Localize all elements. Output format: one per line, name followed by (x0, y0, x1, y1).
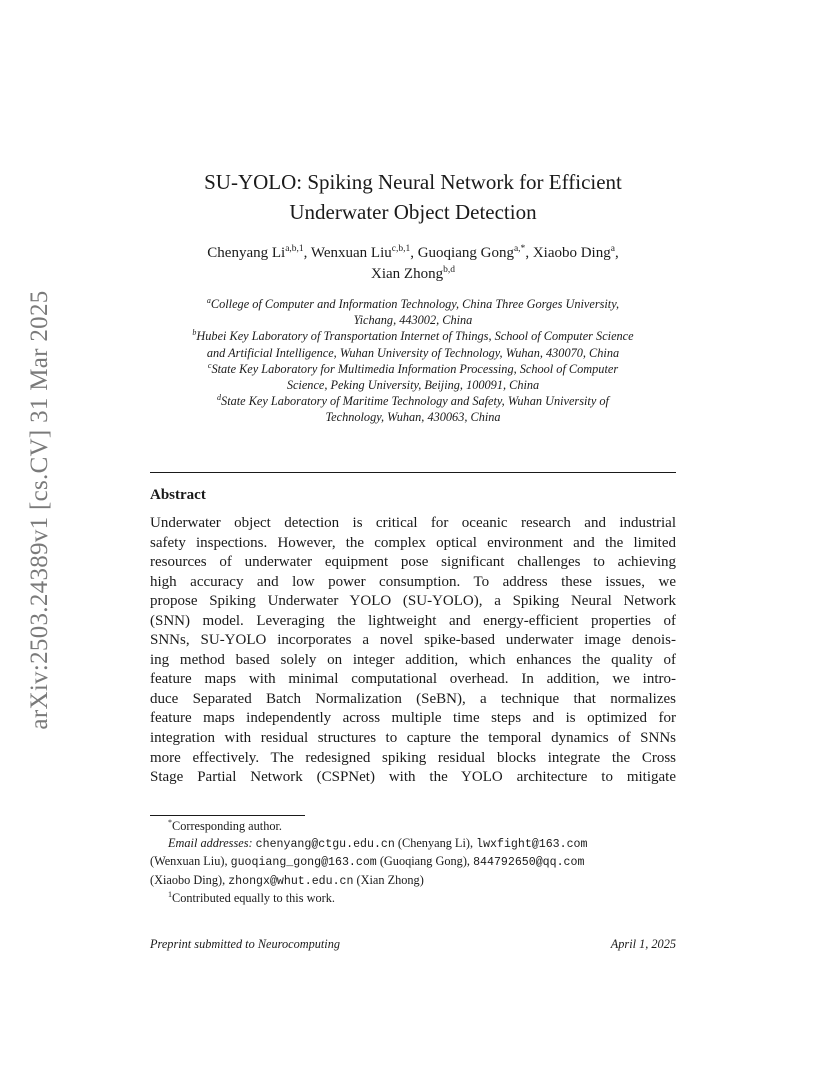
affiliation-list (146, 296, 680, 426)
footnote-emails: Email addresses: chenyang@ctgu.edu.cn (Chenyang Li), lwxfight@163.com (Wenxuan Liu), guoqiang_gong@163.com (Guoqiang Gong), 844792650@qq.com (Xiaobo Ding), zhongx@whut.edu.cn (Xian Zhong) (150, 836, 588, 888)
abstract-line: SNNs, SU-YOLO incorporates a novel spike-based underwater image denois- (150, 632, 676, 649)
author-affil-mark: b,d (443, 265, 455, 275)
affiliation (146, 361, 680, 393)
affiliation-line: Yichang, 443002, China (353, 313, 473, 328)
affiliation (146, 393, 680, 425)
abstract-heading: Abstract (150, 487, 206, 503)
abstract-line: integration with residual structures to capture the temporal dynamics of SNNs (150, 730, 676, 747)
abstract-line: more effectively. The redesigned spiking residual blocks integrate the Cross (150, 749, 676, 766)
abstract-top-rule (150, 472, 676, 473)
email-owner: (Guoqiang Gong) (379, 854, 467, 869)
footnote-corresponding (150, 818, 676, 835)
footer-journal: Preprint submitted to Neurocomputing (150, 937, 341, 951)
abstract-line: resources of underwater equipment pose significant challenges to achieving (150, 554, 676, 571)
arxiv-identifier (20, 290, 60, 730)
affiliation-mark: b (192, 328, 197, 338)
email-address[interactable]: lwxfight@163.com (476, 838, 588, 852)
author-separator: , (525, 245, 533, 261)
email-owner: (Xiaobo Ding) (150, 872, 223, 887)
email-address[interactable]: zhongx@whut.edu.cn (228, 874, 354, 888)
abstract-line: feature maps independently across multiple time steps and is optimized for (150, 710, 676, 727)
abstract-line: (SNN) model. Leveraging the lightweight and energy-efficient properties of (150, 612, 676, 629)
abstract-line: safety inspections. However, the complex optical environment and the limited (150, 534, 676, 551)
affiliation-line: State Key Laboratory of Maritime Technology and Safety, Wuhan University of (221, 394, 609, 409)
author-line-1 (150, 243, 676, 264)
affiliation-line: Hubei Key Laboratory of Transportation Internet of Things, School of Computer Science (196, 329, 634, 344)
author-affil-mark: a (610, 244, 615, 254)
author-affil-mark: c,b,1 (391, 244, 411, 254)
footnote-mark: 1 (168, 889, 172, 899)
footer-date: April 1, 2025 (610, 937, 676, 951)
affiliation-mark: a (206, 296, 211, 305)
footnote-text: Corresponding author. (172, 819, 282, 833)
email-address[interactable]: chenyang@ctgu.edu.cn (255, 838, 395, 852)
abstract-line: ing method based solely on integer addition, which enhances the quality of (150, 651, 676, 668)
abstract-line: feature maps with minimal computational overhead. In addition, we intro- (150, 671, 676, 688)
email-label: Email addresses: (168, 836, 253, 851)
email-address[interactable]: guoqiang_gong@163.com (230, 856, 377, 870)
abstract-line: propose Spiking Underwater YOLO (SU-YOLO), a Spiking Neural Network (150, 593, 676, 610)
affiliation-line: Technology, Wuhan, 430063, China (325, 410, 501, 425)
paper-title-line-2: Underwater Object Detection (289, 200, 537, 224)
paper-title (150, 167, 676, 227)
author-affil-mark: a,* (513, 244, 526, 254)
affiliation-mark: d (217, 393, 222, 403)
footnote-text: Contributed equally to this work. (172, 890, 335, 905)
abstract-body (150, 514, 676, 788)
affiliation-line: Science, Peking University, Beijing, 100091, China (286, 378, 540, 393)
affiliation-line: State Key Laboratory for Multimedia Information Processing, School of Computer (211, 361, 619, 376)
author-name: Xian Zhong (371, 266, 444, 282)
author-name: Guoqiang Gong (417, 245, 514, 261)
affiliation-mark: c (207, 360, 212, 370)
author-name: Xiaobo Ding (532, 245, 611, 261)
affiliation-line: and Artificial Intelligence, Wuhan University of Technology, Wuhan, 430070, China (206, 345, 620, 360)
email-owner: (Chenyang Li) (397, 836, 470, 851)
author-name: Wenxuan Liu (310, 245, 392, 261)
email-owner: (Xian Zhong) (356, 872, 424, 887)
abstract-line: high accuracy and low power consumption. To address these issues, we (150, 573, 676, 590)
abstract-line: Underwater object detection is critical for oceanic research and industrial (150, 515, 676, 531)
footnote-rule (150, 815, 305, 816)
email-address[interactable]: 844792650@qq.com (473, 856, 585, 870)
arxiv-identifier-text: arXiv:2503.24389v1 [cs.CV] 31 Mar 2025 (26, 290, 53, 730)
author-separator: , (410, 245, 418, 261)
affiliation (146, 328, 680, 360)
paper-title-line-1: SU-YOLO: Spiking Neural Network for Efficient (204, 170, 622, 194)
author-line-2 (150, 264, 676, 285)
affiliation (146, 296, 680, 328)
email-owner: (Wenxuan Liu) (150, 854, 225, 869)
author-affil-mark: a,b,1 (285, 244, 304, 254)
author-list (150, 243, 676, 285)
author-separator: , (303, 245, 311, 261)
footnote-mark: * (168, 818, 172, 827)
footnote-equal-contribution (150, 890, 676, 907)
footnotes (150, 818, 676, 907)
author-separator: , (614, 245, 619, 261)
author-name: Chenyang Li (207, 245, 286, 261)
abstract-line: duce Separated Batch Normalization (SeBN), a technique that normalizes (150, 690, 676, 707)
affiliation-line: College of Computer and Information Technology, China Three Gorges University, (210, 297, 620, 311)
abstract-line: Stage Partial Network (CSPNet) with the YOLO architecture to mitigate (150, 769, 676, 786)
